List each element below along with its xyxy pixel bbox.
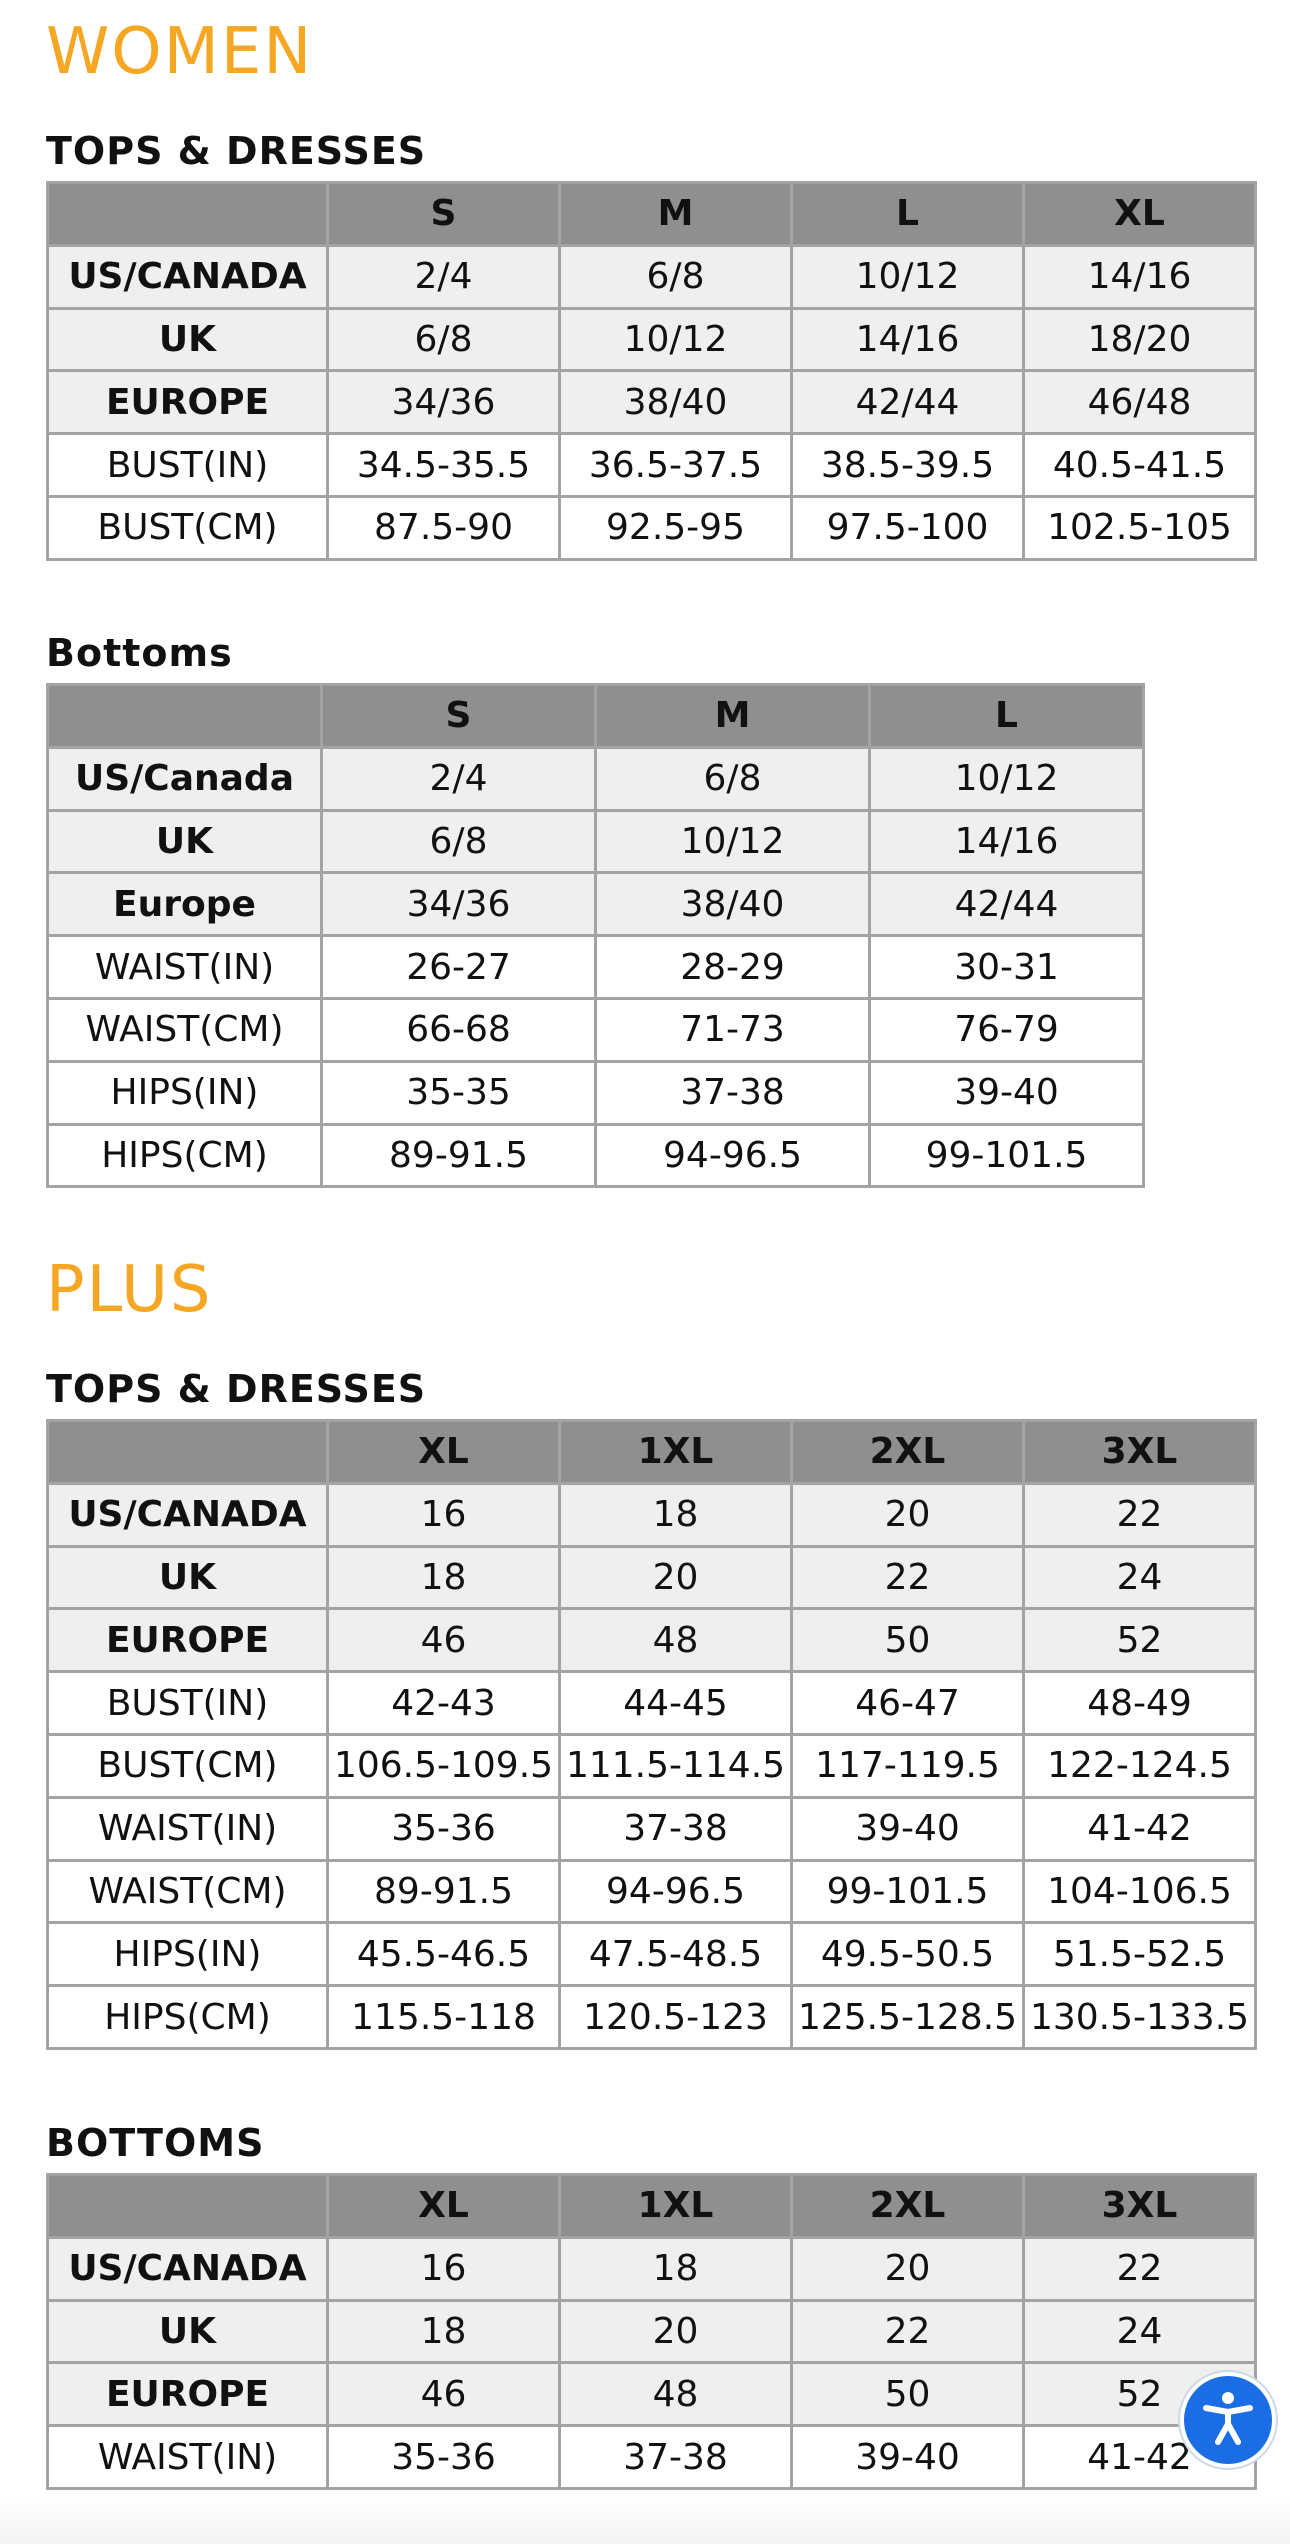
size-value-cell: 38/40 (560, 371, 792, 434)
size-value-cell: 47.5-48.5 (560, 1923, 792, 1986)
row-label: HIPS(IN) (48, 1061, 322, 1124)
row-label: UK (48, 2300, 328, 2363)
size-value-cell: 42/44 (870, 873, 1144, 936)
size-value-cell: 117-119.5 (792, 1734, 1024, 1797)
size-value-cell: 34/36 (322, 873, 596, 936)
size-value-cell: 14/16 (792, 308, 1024, 371)
size-value-cell: 125.5-128.5 (792, 1986, 1024, 2049)
size-value-cell: 99-101.5 (870, 1124, 1144, 1187)
size-value-cell: 115.5-118 (328, 1986, 560, 2049)
table-row (48, 2300, 1256, 2363)
size-value-cell: 24 (1024, 1546, 1256, 1609)
size-value-cell: 20 (792, 1483, 1024, 1546)
size-value-cell: 10/12 (596, 810, 870, 873)
size-value-cell: 35-36 (328, 2426, 560, 2489)
size-column-header: L (792, 183, 1024, 246)
row-label: UK (48, 1546, 328, 1609)
accessibility-button[interactable] (1180, 2372, 1276, 2468)
table-row (48, 1860, 1256, 1923)
size-value-cell: 76-79 (870, 998, 1144, 1061)
size-value-cell: 22 (1024, 1483, 1256, 1546)
row-label: WAIST(IN) (48, 1797, 328, 1860)
size-value-cell: 14/16 (1024, 245, 1256, 308)
plus-tops-table (46, 1419, 1257, 2050)
size-column-header: 3XL (1024, 2175, 1256, 2238)
size-column-header: M (560, 183, 792, 246)
table-header-row (48, 183, 1256, 246)
size-value-cell: 97.5-100 (792, 496, 1024, 559)
table-row (48, 1923, 1256, 1986)
size-column-header: S (328, 183, 560, 246)
table-header-row (48, 685, 1144, 748)
size-value-cell: 20 (560, 1546, 792, 1609)
size-value-cell: 20 (792, 2237, 1024, 2300)
size-value-cell: 34/36 (328, 371, 560, 434)
size-value-cell: 18 (328, 2300, 560, 2363)
size-value-cell: 94-96.5 (560, 1860, 792, 1923)
plus-section-title: PLUS (46, 1253, 213, 1327)
table-row (48, 1546, 1256, 1609)
row-label: WAIST(IN) (48, 936, 322, 999)
size-value-cell: 38/40 (596, 873, 870, 936)
size-column-header: M (596, 685, 870, 748)
header-corner-cell (48, 2175, 328, 2238)
table-row (48, 747, 1144, 810)
size-value-cell: 36.5-37.5 (560, 434, 792, 497)
row-label: US/Canada (48, 747, 322, 810)
size-value-cell: 10/12 (870, 747, 1144, 810)
row-label: EUROPE (48, 371, 328, 434)
size-value-cell: 42/44 (792, 371, 1024, 434)
size-value-cell: 2/4 (322, 747, 596, 810)
size-value-cell: 48 (560, 1609, 792, 1672)
size-value-cell: 37-38 (560, 2426, 792, 2489)
row-label: BUST(CM) (48, 496, 328, 559)
size-value-cell: 99-101.5 (792, 1860, 1024, 1923)
size-value-cell: 22 (1024, 2237, 1256, 2300)
table-row (48, 1124, 1144, 1187)
size-value-cell: 52 (1024, 2363, 1256, 2426)
size-value-cell: 89-91.5 (328, 1860, 560, 1923)
size-value-cell: 6/8 (596, 747, 870, 810)
row-label: US/CANADA (48, 2237, 328, 2300)
size-value-cell: 2/4 (328, 245, 560, 308)
row-label: WAIST(CM) (48, 998, 322, 1061)
table-row (48, 1061, 1144, 1124)
size-value-cell: 50 (792, 2363, 1024, 2426)
table-row (48, 1609, 1256, 1672)
size-value-cell: 94-96.5 (596, 1124, 870, 1187)
size-value-cell: 106.5-109.5 (328, 1734, 560, 1797)
size-value-cell: 14/16 (870, 810, 1144, 873)
header-corner-cell (48, 1421, 328, 1484)
size-column-header: 2XL (792, 1421, 1024, 1484)
size-value-cell: 34.5-35.5 (328, 434, 560, 497)
size-value-cell: 48-49 (1024, 1672, 1256, 1735)
size-value-cell: 35-36 (328, 1797, 560, 1860)
table-row (48, 2237, 1256, 2300)
size-value-cell: 30-31 (870, 936, 1144, 999)
bottom-toolbar-edge (0, 2496, 1290, 2544)
size-value-cell: 37-38 (560, 1797, 792, 1860)
row-label: BUST(IN) (48, 434, 328, 497)
size-value-cell: 92.5-95 (560, 496, 792, 559)
size-value-cell: 102.5-105 (1024, 496, 1256, 559)
size-value-cell: 122-124.5 (1024, 1734, 1256, 1797)
size-column-header: L (870, 685, 1144, 748)
row-label: Europe (48, 873, 322, 936)
size-value-cell: 71-73 (596, 998, 870, 1061)
size-value-cell: 18/20 (1024, 308, 1256, 371)
size-value-cell: 28-29 (596, 936, 870, 999)
row-label: US/CANADA (48, 245, 328, 308)
size-column-header: 2XL (792, 2175, 1024, 2238)
women-section-title: WOMEN (46, 15, 314, 89)
size-value-cell: 24 (1024, 2300, 1256, 2363)
table-row (48, 496, 1256, 559)
row-label: BUST(CM) (48, 1734, 328, 1797)
size-value-cell: 40.5-41.5 (1024, 434, 1256, 497)
row-label: HIPS(CM) (48, 1124, 322, 1187)
table-row (48, 2363, 1256, 2426)
size-value-cell: 39-40 (870, 1061, 1144, 1124)
table-row (48, 810, 1144, 873)
size-value-cell: 111.5-114.5 (560, 1734, 792, 1797)
table-row (48, 1986, 1256, 2049)
row-label: UK (48, 308, 328, 371)
table-header-row (48, 1421, 1256, 1484)
table-row (48, 998, 1144, 1061)
size-value-cell: 130.5-133.5 (1024, 1986, 1256, 2049)
size-value-cell: 6/8 (322, 810, 596, 873)
size-value-cell: 48 (560, 2363, 792, 2426)
size-value-cell: 26-27 (322, 936, 596, 999)
row-label: EUROPE (48, 1609, 328, 1672)
table-row (48, 1483, 1256, 1546)
women-bottoms-title: Bottoms (46, 631, 233, 675)
size-value-cell: 16 (328, 1483, 560, 1546)
size-value-cell: 22 (792, 2300, 1024, 2363)
size-value-cell: 18 (560, 2237, 792, 2300)
size-value-cell: 52 (1024, 1609, 1256, 1672)
size-value-cell: 41-42 (1024, 1797, 1256, 1860)
size-value-cell: 39-40 (792, 2426, 1024, 2489)
plus-bottoms-table (46, 2173, 1257, 2490)
row-label: BUST(IN) (48, 1672, 328, 1735)
table-row (48, 371, 1256, 434)
women-bottoms-table (46, 683, 1145, 1188)
row-label: US/CANADA (48, 1483, 328, 1546)
table-row (48, 936, 1144, 999)
table-row (48, 1672, 1256, 1735)
size-value-cell: 41-42 (1024, 2426, 1256, 2489)
table-row (48, 434, 1256, 497)
size-value-cell: 50 (792, 1609, 1024, 1672)
size-value-cell: 104-106.5 (1024, 1860, 1256, 1923)
women-tops-table (46, 181, 1257, 561)
size-value-cell: 20 (560, 2300, 792, 2363)
size-value-cell: 51.5-52.5 (1024, 1923, 1256, 1986)
size-column-header: XL (328, 2175, 560, 2238)
size-column-header: XL (1024, 183, 1256, 246)
size-column-header: 1XL (560, 2175, 792, 2238)
size-value-cell: 42-43 (328, 1672, 560, 1735)
size-value-cell: 46 (328, 2363, 560, 2426)
size-value-cell: 22 (792, 1546, 1024, 1609)
size-value-cell: 18 (328, 1546, 560, 1609)
row-label: WAIST(IN) (48, 2426, 328, 2489)
size-value-cell: 120.5-123 (560, 1986, 792, 2049)
size-value-cell: 10/12 (792, 245, 1024, 308)
size-value-cell: 37-38 (596, 1061, 870, 1124)
size-value-cell: 89-91.5 (322, 1124, 596, 1187)
size-value-cell: 87.5-90 (328, 496, 560, 559)
row-label: HIPS(IN) (48, 1923, 328, 1986)
size-value-cell: 6/8 (328, 308, 560, 371)
table-row (48, 245, 1256, 308)
size-value-cell: 46-47 (792, 1672, 1024, 1735)
row-label: UK (48, 810, 322, 873)
row-label: HIPS(CM) (48, 1986, 328, 2049)
women-tops-title: TOPS & DRESSES (46, 129, 427, 173)
plus-tops-title: TOPS & DRESSES (46, 1367, 427, 1411)
size-value-cell: 35-35 (322, 1061, 596, 1124)
table-row (48, 873, 1144, 936)
size-value-cell: 45.5-46.5 (328, 1923, 560, 1986)
size-value-cell: 46 (328, 1609, 560, 1672)
size-column-header: 3XL (1024, 1421, 1256, 1484)
plus-bottoms-title: BOTTOMS (46, 2121, 265, 2165)
size-value-cell: 16 (328, 2237, 560, 2300)
size-value-cell: 10/12 (560, 308, 792, 371)
size-value-cell: 39-40 (792, 1797, 1024, 1860)
size-value-cell: 49.5-50.5 (792, 1923, 1024, 1986)
size-value-cell: 46/48 (1024, 371, 1256, 434)
table-row (48, 308, 1256, 371)
row-label: WAIST(CM) (48, 1860, 328, 1923)
table-row (48, 2426, 1256, 2489)
size-value-cell: 38.5-39.5 (792, 434, 1024, 497)
row-label: EUROPE (48, 2363, 328, 2426)
size-column-header: S (322, 685, 596, 748)
size-column-header: XL (328, 1421, 560, 1484)
table-row (48, 1797, 1256, 1860)
header-corner-cell (48, 183, 328, 246)
accessibility-icon (1198, 2388, 1258, 2452)
size-value-cell: 6/8 (560, 245, 792, 308)
size-value-cell: 44-45 (560, 1672, 792, 1735)
size-value-cell: 18 (560, 1483, 792, 1546)
table-header-row (48, 2175, 1256, 2238)
size-column-header: 1XL (560, 1421, 792, 1484)
header-corner-cell (48, 685, 322, 748)
size-value-cell: 66-68 (322, 998, 596, 1061)
table-row (48, 1734, 1256, 1797)
